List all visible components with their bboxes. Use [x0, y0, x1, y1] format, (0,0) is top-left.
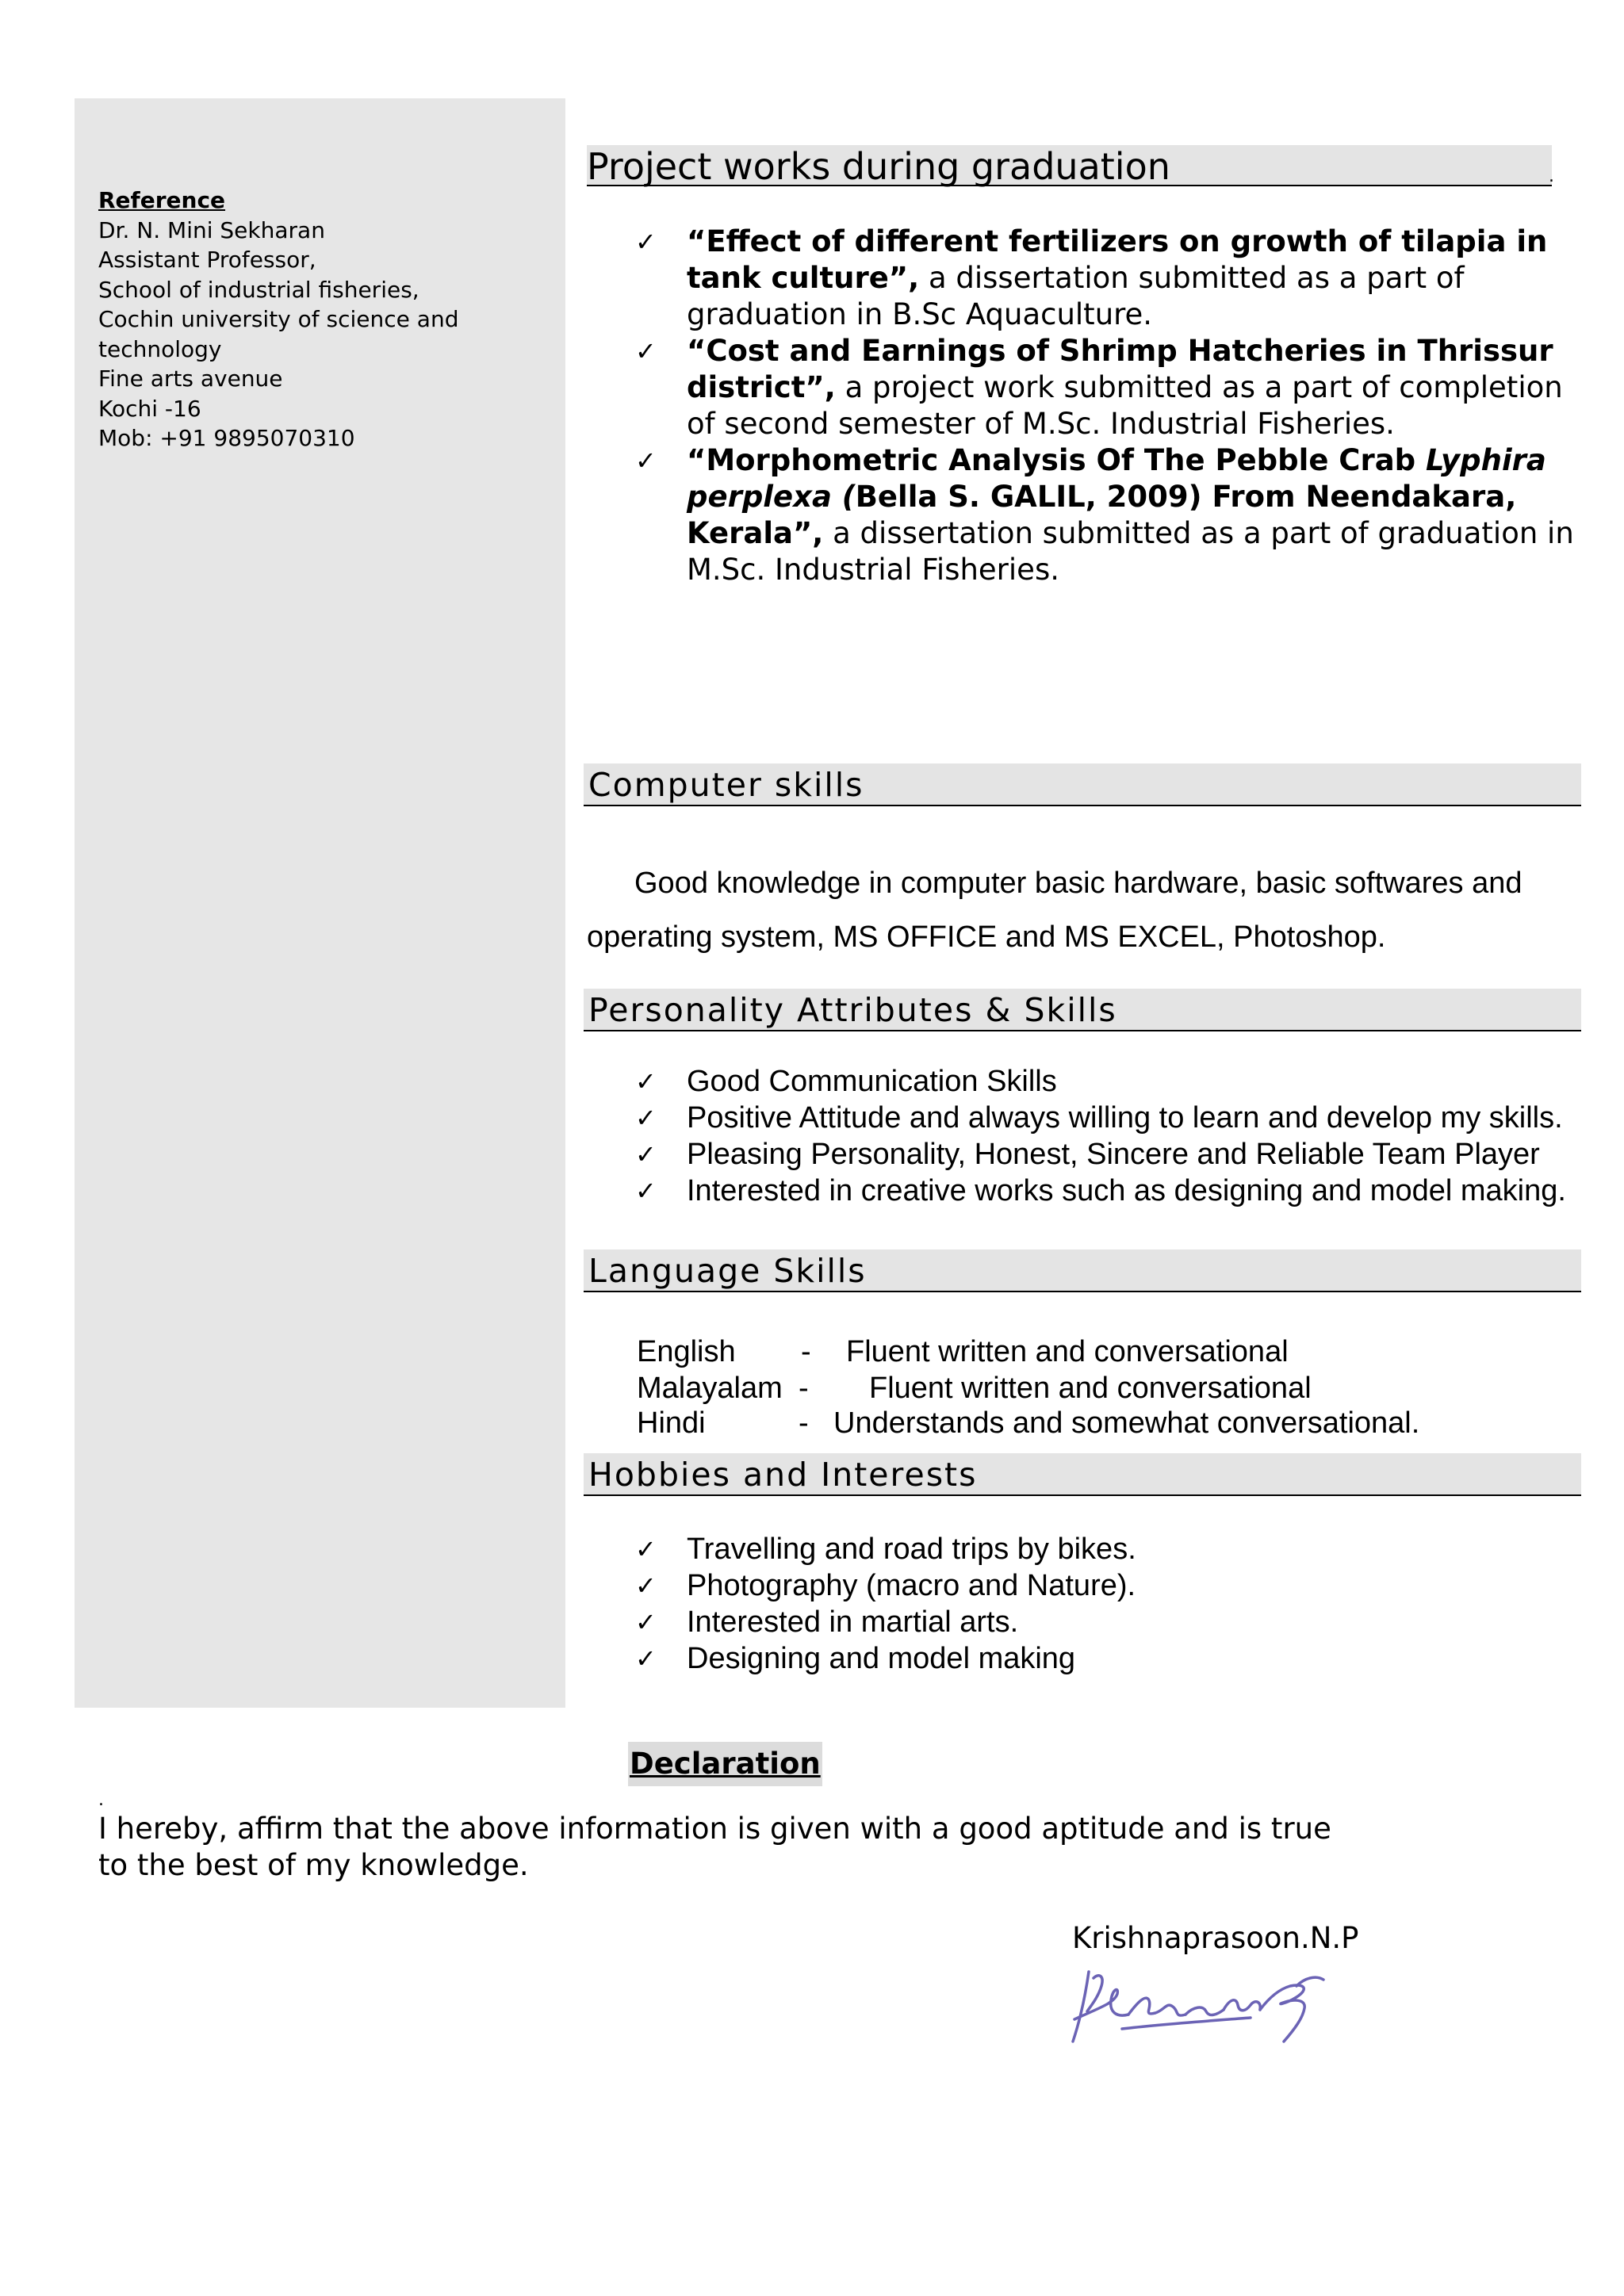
hobby-item: Interested in martial arts. — [687, 1605, 1019, 1639]
check-icon: ✓ — [635, 1644, 657, 1674]
declaration-text: I hereby, affirm that the above information is given with a good aptitude and is true to the best of my knowledge. — [98, 1812, 1331, 1882]
computer-skills-text: Good knowledge in computer basic hardware, basic softwares and operating system, MS OFFICE and MS EXCEL, Photoshop. — [587, 867, 1522, 954]
language-level: Understands and somewhat conversational. — [833, 1406, 1420, 1440]
declaration-dot: . — [98, 1790, 104, 1810]
reference-line: Dr. N. Mini Sekharan — [98, 216, 325, 243]
reference-title: Reference — [98, 187, 226, 213]
project-title: “Effect of different fertilizers on growth of tilapia in tank culture”, — [687, 224, 1548, 295]
language-name: Hindi — [637, 1406, 706, 1440]
check-icon: ✓ — [635, 1571, 657, 1601]
project-item — [687, 333, 1579, 442]
language-level: Fluent written and conversational — [846, 1335, 1289, 1368]
signatory-name: Krishnaprasoon.N.P — [1072, 1921, 1359, 1955]
language-level: Fluent written and conversational — [869, 1372, 1312, 1405]
check-icon: ✓ — [635, 1176, 657, 1206]
reference-line: School of industrial fisheries, — [98, 276, 419, 303]
computer-heading: Computer skills — [588, 766, 864, 804]
personality-item: Positive Attitude and always willing to learn and develop my skills. — [687, 1101, 1563, 1135]
projects-heading-dot: . — [1549, 166, 1554, 186]
hobby-item: Designing and model making — [687, 1642, 1076, 1675]
project-desc: a dissertation submitted as a part of graduation in B.Sc Aquaculture. — [687, 261, 1465, 331]
language-dash: - — [799, 1372, 809, 1405]
signature-image — [1067, 1962, 1344, 2049]
reference-block — [98, 186, 558, 453]
check-icon: ✓ — [635, 227, 657, 257]
project-title: “Cost and Earnings of Shrimp Hatcheries in Thrissur district”, — [687, 334, 1553, 404]
language-dash: - — [799, 1406, 809, 1440]
reference-line: Kochi -16 — [98, 395, 201, 422]
check-icon: ✓ — [635, 1534, 657, 1564]
hobby-item: Travelling and road trips by bikes. — [687, 1533, 1136, 1566]
check-icon: ✓ — [635, 336, 657, 366]
personality-item: Good Communication Skills — [687, 1065, 1057, 1098]
check-icon: ✓ — [635, 1103, 657, 1133]
project-title-cont: Bella S. GALIL, 2009) From Neendakara, Kerala”, — [687, 480, 1517, 550]
language-name: English — [637, 1335, 736, 1368]
check-icon: ✓ — [635, 1066, 657, 1096]
personality-heading: Personality Attributes & Skills — [588, 991, 1117, 1029]
personality-item: Pleasing Personality, Honest, Sincere and Reliable Team Player — [687, 1138, 1540, 1171]
project-desc: a project work submitted as a part of completion of second semester of M.Sc. Industrial Fisheries. — [687, 370, 1563, 441]
check-icon: ✓ — [635, 1139, 657, 1169]
reference-line: Assistant Professor, — [98, 247, 316, 273]
project-title: “Morphometric Analysis Of The Pebble Crab — [687, 443, 1427, 477]
reference-line: technology — [98, 335, 222, 362]
hobbies-heading: Hobbies and Interests — [588, 1456, 978, 1494]
language-dash: - — [801, 1335, 811, 1368]
species-name: Lyphira perplexa ( — [687, 443, 1546, 514]
hobby-item: Photography (macro and Nature). — [687, 1569, 1136, 1602]
reference-line: Cochin university of science and — [98, 306, 459, 332]
project-item — [687, 442, 1579, 588]
reference-line: Fine arts avenue — [98, 365, 283, 392]
project-desc: a dissertation submitted as a part of graduation in M.Sc. Industrial Fisheries. — [687, 516, 1574, 587]
personality-item: Interested in creative works such as designing and model making. — [687, 1174, 1566, 1207]
reference-line: Mob: +91 9895070310 — [98, 425, 355, 451]
check-icon: ✓ — [635, 1607, 657, 1637]
project-item — [687, 224, 1579, 333]
language-name: Malayalam — [637, 1372, 783, 1405]
language-heading: Language Skills — [588, 1252, 867, 1290]
declaration-heading: Declaration — [628, 1742, 822, 1786]
check-icon: ✓ — [635, 446, 657, 476]
projects-heading: Project works during graduation — [587, 145, 1170, 188]
